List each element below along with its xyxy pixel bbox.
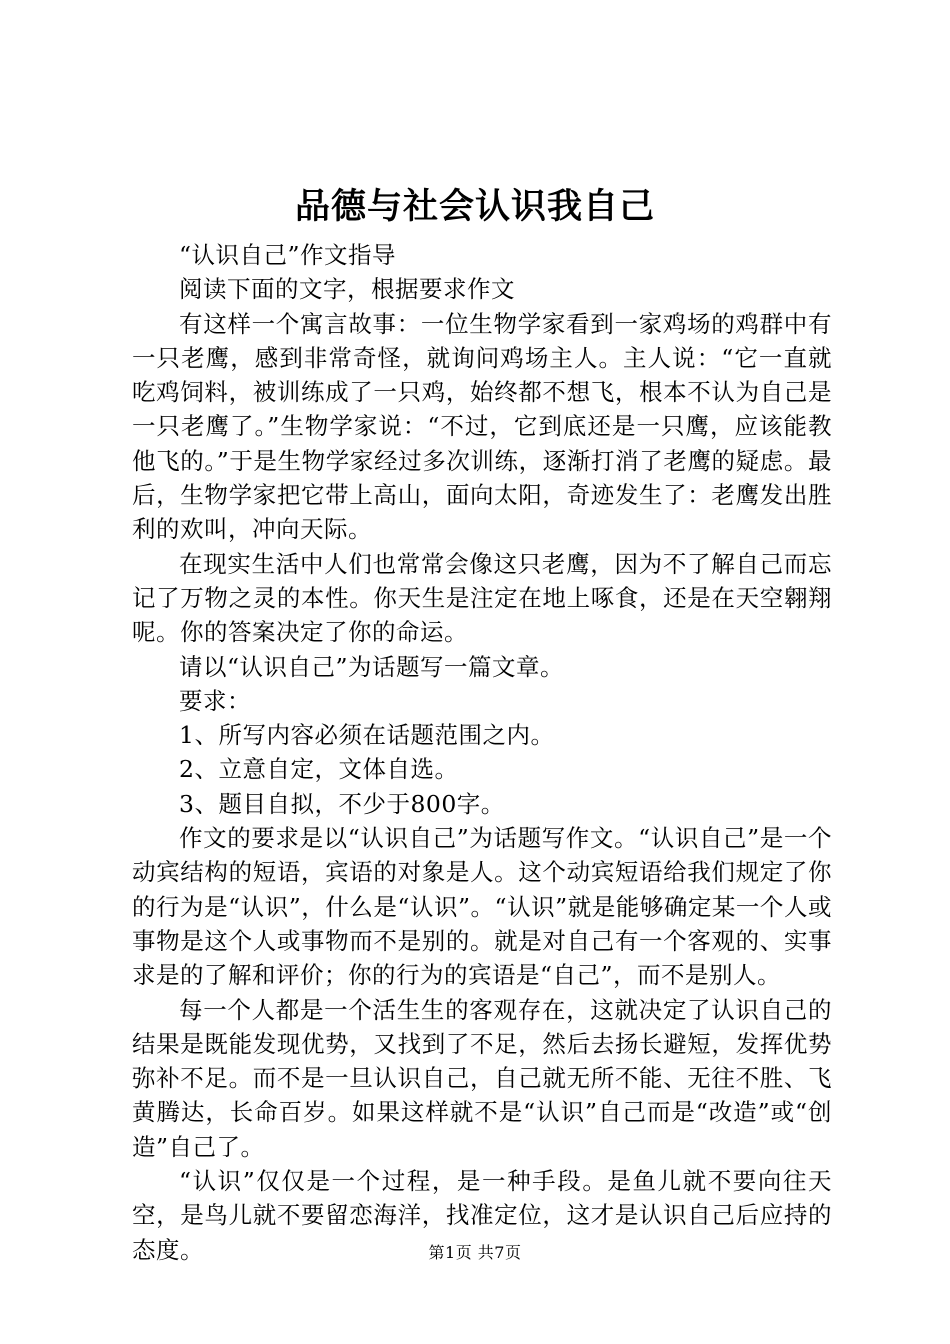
paragraph-heading: “认识自己”作文指导 [179, 241, 397, 269]
paragraph-analysis: 作文的要求是以“认识自己”为话题写作文。“认识自己”是一个动宾结构的短语，宾语的对象是人。这个动宾短语给我们规定了你的行为是“认识”，什么是“认识”。“认识”就是能够确定某一个人或事物是这个人或事物而不是别的。就是对自己有一个客观的、实事求是的了解和评价；你的行为的宾语是“自己”，而不是别人。 [132, 824, 832, 990]
paragraph-conclusion: “认识”仅仅是一个过程，是一种手段。是鱼儿就不要向往天空，是鸟儿就不要留恋海洋，找准定位，这才是认识自己后应持的态度。 [132, 1167, 832, 1264]
requirement-item-3: 3、题目自拟，不少于800字。 [179, 789, 505, 818]
page-footer: 第1页 共7页 [428, 1243, 522, 1262]
paragraph-instruction: 阅读下面的文字，根据要求作文 [179, 275, 515, 304]
paragraph-fable: 有这样一个寓言故事：一位生物学家看到一家鸡场的鸡群中有一只老鹰，感到非常奇怪，就询问鸡场主人。主人说：“它一直就吃鸡饲料，被训练成了一只鸡，始终都不想飞，根本不认为自己是一只老鹰了。”生物学家说：“不过，它到底还是一只鹰，应该能教他飞的。”于是生物学家经过多次训练，逐渐打消了老鹰的疑虑。最后，生物学家把它带上高山，面向太阳，奇迹发生了：老鹰发出胜利的欢叫，冲向天际。 [132, 309, 832, 544]
paragraph-prompt: 请以“认识自己”为话题写一篇文章。 [179, 652, 565, 681]
requirement-item-1: 1、所写内容必须在话题范围之内。 [179, 721, 555, 750]
document-title: 品德与社会认识我自己 [294, 186, 655, 227]
paragraph-reflection: 在现实生活中人们也常常会像这只老鹰，因为不了解自己而忘记了万物之灵的本性。你天生是注定在地上啄食，还是在天空翱翔呢。你的答案决定了你的命运。 [132, 549, 832, 647]
paragraph-requirements-label: 要求： [179, 686, 251, 715]
requirement-item-2: 2、立意自定，文体自选。 [179, 755, 459, 784]
document-body [132, 238, 832, 1267]
paragraph-objective-existence: 每一个人都是一个活生生的客观存在，这就决定了认识自己的结果是既能发现优势，又找到了不足，然后去扬长避短，发挥优势弥补不足。而不是一旦认识自己，自己就无所不能、无往不胜、飞黄腾达，长命百岁。如果这样就不是“认识”自己而是“改造”或“创造”自己了。 [132, 995, 832, 1161]
